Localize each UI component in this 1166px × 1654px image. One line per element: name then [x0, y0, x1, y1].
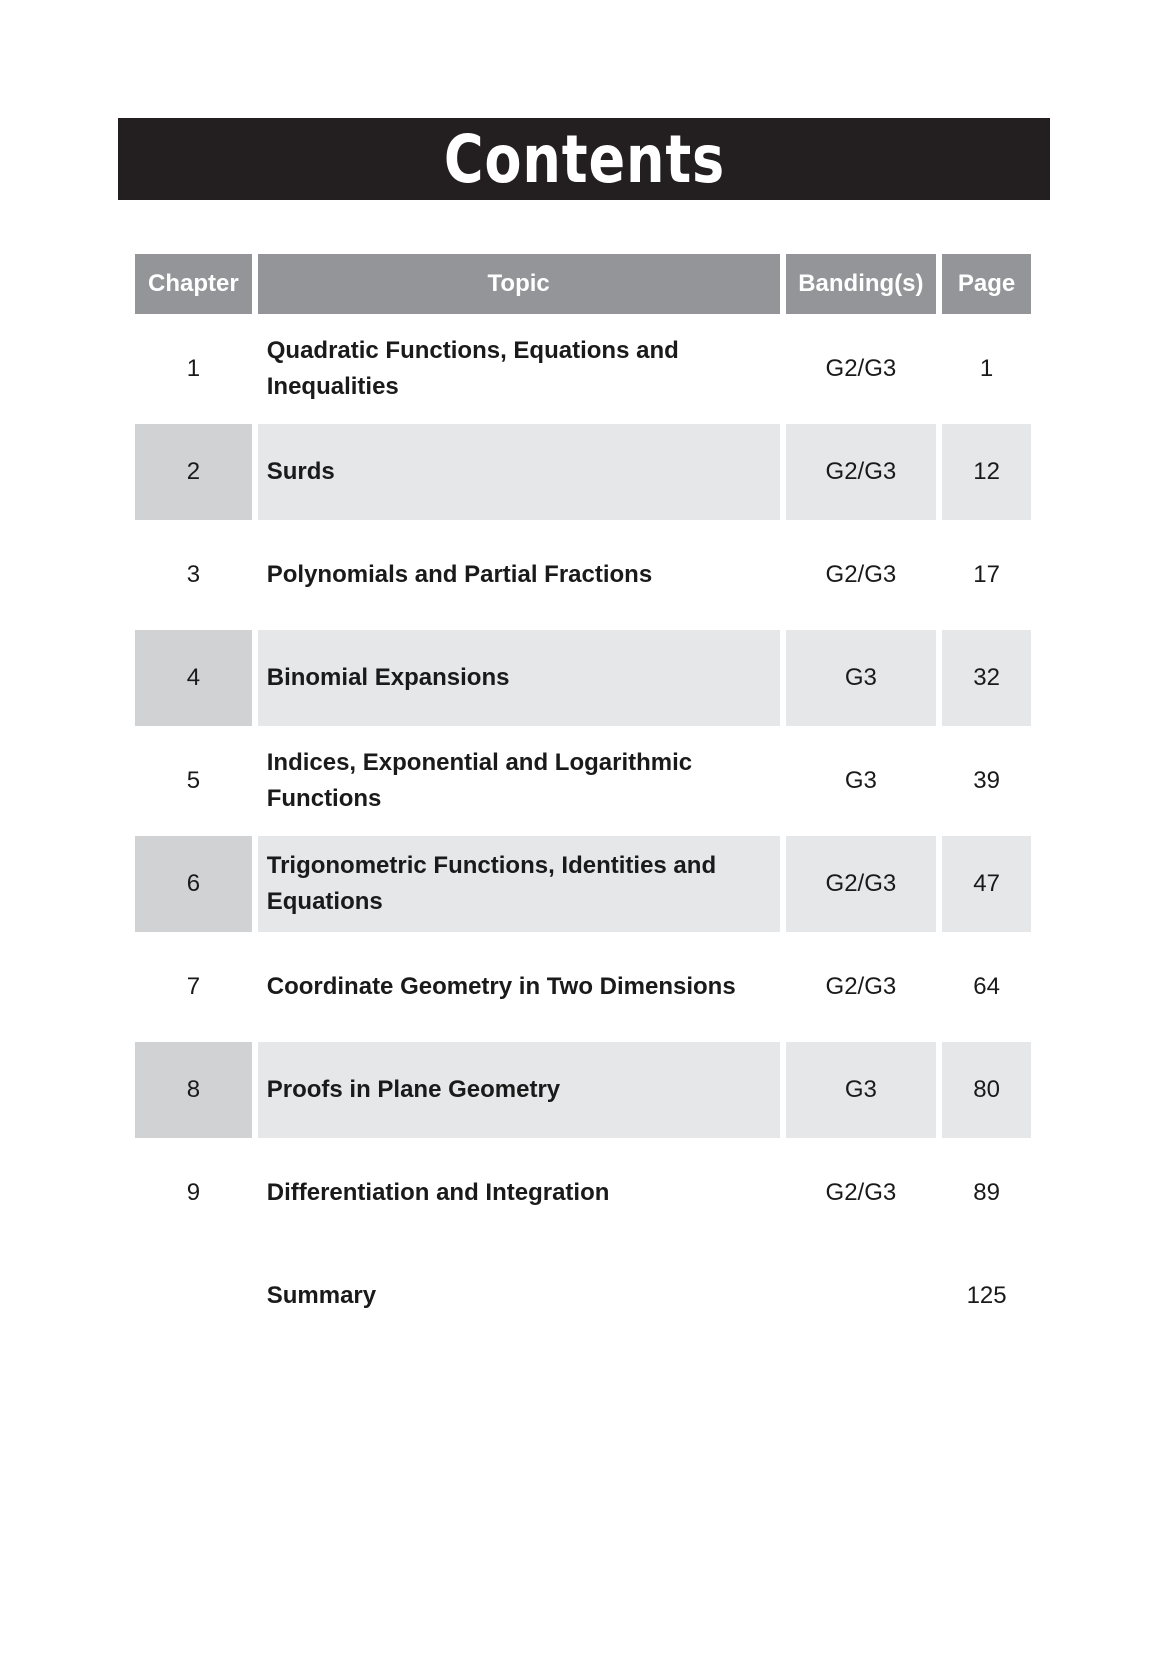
summary-chapter — [135, 1248, 252, 1344]
table-row[interactable] — [135, 527, 1031, 623]
chapter-number: 5 — [186, 767, 201, 794]
banding-value: G2/G3 — [825, 561, 897, 588]
table-header — [135, 254, 1031, 314]
chapter-number: 8 — [135, 1042, 252, 1138]
page-number: 39 — [973, 767, 1000, 794]
table-body — [135, 321, 1031, 1241]
chapter-number: 7 — [186, 973, 201, 1000]
topic-title: Differentiation and Integration — [266, 1179, 610, 1206]
summary-topic: Summary — [266, 1282, 377, 1309]
banding-value: G2/G3 — [825, 973, 897, 1000]
summary-banding — [786, 1248, 937, 1344]
summary-page: 125 — [966, 1282, 1007, 1309]
page-number: 17 — [973, 561, 1000, 588]
header-page: Page — [942, 254, 1031, 314]
contents-table — [135, 254, 1031, 1344]
topic-title: Proofs in Plane Geometry — [258, 1042, 780, 1138]
page-number: 12 — [942, 424, 1031, 520]
page-number: 80 — [942, 1042, 1031, 1138]
page-number: 89 — [973, 1179, 1000, 1206]
topic-title: Trigonometric Functions, Identities and Equations — [258, 836, 780, 932]
chapter-number: 3 — [186, 561, 201, 588]
topic-title: Quadratic Functions, Equations and Inequalities — [266, 337, 679, 400]
chapter-number: 1 — [186, 355, 201, 382]
banding-value: G3 — [786, 630, 937, 726]
table-row[interactable] — [135, 836, 1031, 932]
banding-value: G3 — [786, 1042, 937, 1138]
table-row[interactable] — [135, 733, 1031, 829]
topic-title: Polynomials and Partial Fractions — [266, 561, 653, 588]
banding-value: G2/G3 — [786, 424, 937, 520]
banding-value: G3 — [844, 767, 877, 794]
chapter-number: 9 — [186, 1179, 201, 1206]
title-bar — [118, 118, 1050, 200]
page-number: 47 — [942, 836, 1031, 932]
chapter-number: 2 — [135, 424, 252, 520]
page-number: 1 — [979, 355, 994, 382]
banding-value: G2/G3 — [825, 1179, 897, 1206]
topic-title: Surds — [258, 424, 780, 520]
header-banding: Banding(s) — [786, 254, 937, 314]
table-row[interactable] — [135, 630, 1031, 726]
topic-title: Coordinate Geometry in Two Dimensions — [266, 973, 736, 1000]
chapter-number: 6 — [135, 836, 252, 932]
chapter-number: 4 — [135, 630, 252, 726]
banding-value: G2/G3 — [786, 836, 937, 932]
topic-title: Binomial Expansions — [258, 630, 780, 726]
banding-value: G2/G3 — [825, 355, 897, 382]
table-row[interactable] — [135, 321, 1031, 417]
table-row[interactable] — [135, 1042, 1031, 1138]
page-number: 32 — [942, 630, 1031, 726]
table-row[interactable] — [135, 424, 1031, 520]
page-number: 64 — [973, 973, 1000, 1000]
table-row[interactable] — [135, 939, 1031, 1035]
summary-row[interactable] — [135, 1248, 1031, 1344]
table-row[interactable] — [135, 1145, 1031, 1241]
header-chapter: Chapter — [135, 254, 252, 314]
topic-title: Indices, Exponential and Logarithmic Functions — [266, 749, 693, 812]
header-topic: Topic — [258, 254, 780, 314]
page-title: Contents — [443, 120, 725, 198]
